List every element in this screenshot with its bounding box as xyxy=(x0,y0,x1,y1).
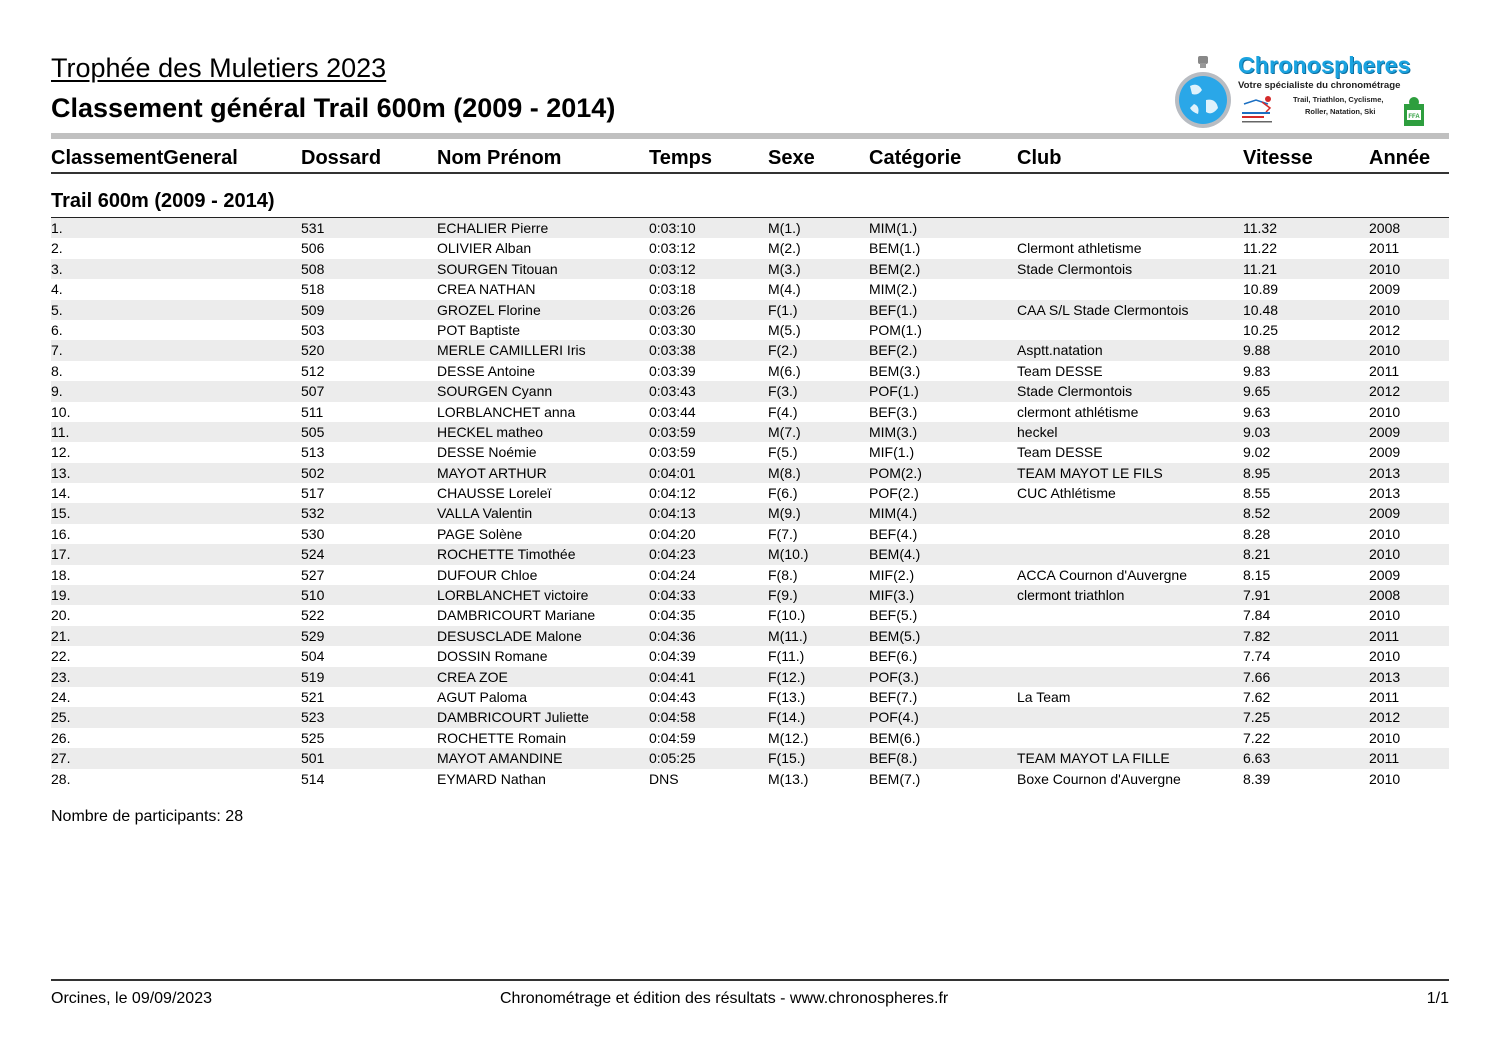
cell-name: PAGE Solène xyxy=(437,525,523,542)
cell-rank: 16. xyxy=(51,525,71,542)
cell-speed: 6.63 xyxy=(1243,750,1271,767)
cell-speed: 9.03 xyxy=(1243,423,1271,440)
cell-bib: 530 xyxy=(301,525,325,542)
cell-category: POF(1.) xyxy=(869,383,919,400)
cell-name: MAYOT AMANDINE xyxy=(437,750,563,767)
cell-category: BEM(7.) xyxy=(869,770,921,787)
cell-time: 0:03:18 xyxy=(649,281,696,298)
cell-year: 2010 xyxy=(1369,403,1401,420)
cell-sex: F(12.) xyxy=(768,668,806,685)
cell-category: MIF(2.) xyxy=(869,566,915,583)
cell-speed: 9.88 xyxy=(1243,342,1271,359)
group-title: Trail 600m (2009 - 2014) xyxy=(51,190,275,212)
cell-bib: 505 xyxy=(301,423,325,440)
cell-club: heckel xyxy=(1017,423,1058,440)
cell-category: MIM(3.) xyxy=(869,423,918,440)
cell-speed: 8.95 xyxy=(1243,464,1271,481)
column-header-rank: ClassementGeneral xyxy=(51,147,238,169)
cell-year: 2011 xyxy=(1369,240,1400,257)
cell-sex: M(6.) xyxy=(768,362,801,379)
cell-category: POF(3.) xyxy=(869,668,919,685)
table-row xyxy=(51,442,1449,462)
cell-category: BEM(1.) xyxy=(869,240,921,257)
cell-rank: 12. xyxy=(51,444,71,461)
cell-sex: F(8.) xyxy=(768,566,798,583)
table-row xyxy=(51,361,1449,381)
cell-rank: 20. xyxy=(51,607,71,624)
cell-name: DESSE Antoine xyxy=(437,362,536,379)
logo-tagline: Votre spécialiste du chronométrage xyxy=(1238,80,1401,91)
table-row xyxy=(51,544,1449,564)
cell-club: clermont athlétisme xyxy=(1017,403,1139,420)
cell-rank: 28. xyxy=(51,770,71,787)
cell-sex: F(9.) xyxy=(768,587,798,604)
logo-sports-line1: Trail, Triathlon, Cyclisme, xyxy=(1293,95,1384,104)
table-row xyxy=(51,565,1449,585)
cell-rank: 6. xyxy=(51,321,63,338)
cell-year: 2010 xyxy=(1369,648,1401,665)
cell-time: 0:03:44 xyxy=(649,403,696,420)
cell-year: 2012 xyxy=(1369,383,1401,400)
cell-sex: F(7.) xyxy=(768,525,798,542)
cell-name: OLIVIER Alban xyxy=(437,240,532,257)
cell-bib: 506 xyxy=(301,240,325,257)
cell-bib: 514 xyxy=(301,770,325,787)
cell-sex: M(8.) xyxy=(768,464,801,481)
logo-brand-text: Chronospheres xyxy=(1238,52,1411,78)
cell-rank: 9. xyxy=(51,383,63,400)
cell-bib: 522 xyxy=(301,607,325,624)
table-row xyxy=(51,605,1449,625)
cell-rank: 3. xyxy=(51,260,63,277)
cell-year: 2010 xyxy=(1369,260,1401,277)
cell-year: 2010 xyxy=(1369,301,1401,318)
column-header-category: Catégorie xyxy=(869,147,962,169)
cell-rank: 1. xyxy=(51,220,63,236)
cell-bib: 508 xyxy=(301,260,325,277)
cell-year: 2009 xyxy=(1369,444,1401,461)
cell-name: CREA ZOE xyxy=(437,668,508,685)
svg-text:FFA: FFA xyxy=(1408,114,1420,120)
cell-time: 0:03:26 xyxy=(649,301,696,318)
cell-sex: M(13.) xyxy=(768,770,809,787)
cell-bib: 513 xyxy=(301,444,325,461)
cell-name: DESSE Noémie xyxy=(437,444,537,461)
cell-sex: M(2.) xyxy=(768,240,801,257)
table-header xyxy=(51,145,1449,174)
cell-time: 0:04:13 xyxy=(649,505,696,522)
cell-category: MIF(1.) xyxy=(869,444,915,461)
cell-bib: 507 xyxy=(301,383,325,400)
cell-bib: 529 xyxy=(301,627,325,644)
cell-name: SOURGEN Titouan xyxy=(437,260,558,277)
cell-rank: 14. xyxy=(51,485,71,502)
table-row xyxy=(51,422,1449,442)
cell-time: 0:03:12 xyxy=(649,260,696,277)
cell-time: 0:04:01 xyxy=(649,464,696,481)
cell-speed: 11.32 xyxy=(1243,220,1277,236)
cell-name: ECHALIER Pierre xyxy=(437,220,549,236)
table-row xyxy=(51,463,1449,483)
cell-year: 2012 xyxy=(1369,321,1401,338)
cell-category: BEM(2.) xyxy=(869,260,921,277)
cell-time: 0:04:23 xyxy=(649,546,696,563)
cell-time: 0:04:12 xyxy=(649,485,696,502)
cell-rank: 15. xyxy=(51,505,71,522)
cell-year: 2011 xyxy=(1369,750,1400,767)
cell-name: LORBLANCHET victoire xyxy=(437,587,589,604)
cell-rank: 7. xyxy=(51,342,63,359)
cell-name: ROCHETTE Timothée xyxy=(437,546,576,563)
cell-bib: 527 xyxy=(301,566,325,583)
table-row xyxy=(51,585,1449,605)
cell-bib: 531 xyxy=(301,220,325,236)
cell-year: 2011 xyxy=(1369,362,1400,379)
cell-name: DAMBRICOURT Juliette xyxy=(437,709,589,726)
table-row xyxy=(51,707,1449,727)
cell-year: 2008 xyxy=(1369,587,1401,604)
cell-category: BEF(6.) xyxy=(869,648,918,665)
cell-club: Boxe Cournon d'Auvergne xyxy=(1017,770,1181,787)
cell-speed: 7.62 xyxy=(1243,688,1271,705)
footer-location-date: Orcines, le 09/09/2023 xyxy=(51,990,212,1007)
cell-category: BEF(2.) xyxy=(869,342,918,359)
page-subtitle: Classement général Trail 600m (2009 - 2014) xyxy=(51,93,616,123)
cell-sex: M(7.) xyxy=(768,423,801,440)
cell-club: ACCA Cournon d'Auvergne xyxy=(1017,566,1187,583)
cell-speed: 11.22 xyxy=(1243,240,1277,257)
page-title: Trophée des Muletiers 2023 xyxy=(51,53,387,83)
cell-year: 2013 xyxy=(1369,668,1401,685)
cell-club: TEAM MAYOT LA FILLE xyxy=(1017,750,1170,767)
column-header-time: Temps xyxy=(649,147,712,169)
table-row xyxy=(51,320,1449,340)
cell-name: CHAUSSE Loreleï xyxy=(437,485,552,502)
cell-speed: 7.82 xyxy=(1243,627,1271,644)
cell-time: 0:04:41 xyxy=(649,668,696,685)
cell-bib: 521 xyxy=(301,688,325,705)
cell-speed: 8.52 xyxy=(1243,505,1271,522)
cell-time: 0:04:58 xyxy=(649,709,696,726)
cell-sex: F(11.) xyxy=(768,648,805,665)
ffa-logo xyxy=(1402,96,1426,128)
logo-sports-line2: Roller, Natation, Ski xyxy=(1305,107,1376,116)
cell-speed: 7.74 xyxy=(1243,648,1271,665)
cell-club: Stade Clermontois xyxy=(1017,383,1133,400)
cell-bib: 509 xyxy=(301,301,325,318)
cell-year: 2011 xyxy=(1369,627,1400,644)
cell-category: MIM(1.) xyxy=(869,220,918,236)
cell-rank: 13. xyxy=(51,464,71,481)
cell-speed: 9.02 xyxy=(1243,444,1271,461)
cell-speed: 9.65 xyxy=(1243,383,1271,400)
table-row xyxy=(51,483,1449,503)
cell-speed: 10.89 xyxy=(1243,281,1279,298)
results-table xyxy=(51,217,1449,789)
cell-name: AGUT Paloma xyxy=(437,688,527,705)
cell-speed: 7.66 xyxy=(1243,668,1271,685)
cell-year: 2010 xyxy=(1369,525,1401,542)
cell-bib: 532 xyxy=(301,505,325,522)
table-row xyxy=(51,626,1449,646)
cell-year: 2009 xyxy=(1369,281,1401,298)
cell-time: 0:04:20 xyxy=(649,525,696,542)
cell-speed: 7.25 xyxy=(1243,709,1271,726)
cell-category: BEM(6.) xyxy=(869,729,921,746)
cell-speed: 8.28 xyxy=(1243,525,1271,542)
cell-bib: 519 xyxy=(301,668,325,685)
cell-bib: 523 xyxy=(301,709,325,726)
table-row xyxy=(51,728,1449,748)
cell-name: EYMARD Nathan xyxy=(437,770,546,787)
cell-category: BEF(4.) xyxy=(869,525,918,542)
column-header-bib: Dossard xyxy=(301,147,382,169)
cell-time: 0:03:39 xyxy=(649,362,696,379)
chronospheres-logo xyxy=(1168,50,1433,132)
cell-time: 0:04:43 xyxy=(649,688,696,705)
table-row xyxy=(51,340,1449,360)
cell-club: La Team xyxy=(1017,688,1071,705)
footer-credit: Chronométrage et édition des résultats - www.chronospheres.fr xyxy=(500,990,949,1007)
cell-name: ROCHETTE Romain xyxy=(437,729,567,746)
cell-speed: 9.63 xyxy=(1243,403,1271,420)
cell-name: CREA NATHAN xyxy=(437,281,536,298)
cell-time: 0:04:24 xyxy=(649,566,696,583)
table-row xyxy=(51,687,1449,707)
cell-year: 2008 xyxy=(1369,220,1401,236)
table-row xyxy=(51,646,1449,666)
cell-sex: F(5.) xyxy=(768,444,798,461)
cell-sex: F(6.) xyxy=(768,485,798,502)
cell-sex: F(3.) xyxy=(768,383,798,400)
column-header-year: Année xyxy=(1369,147,1431,169)
cell-club: clermont triathlon xyxy=(1017,587,1125,604)
cell-category: MIF(3.) xyxy=(869,587,915,604)
table-row xyxy=(51,300,1449,320)
cell-category: BEM(5.) xyxy=(869,627,921,644)
cell-sex: M(11.) xyxy=(768,627,808,644)
cell-bib: 518 xyxy=(301,281,325,298)
cell-club: Asptt.natation xyxy=(1017,342,1103,359)
cell-time: 0:03:10 xyxy=(649,220,696,236)
cell-time: 0:04:59 xyxy=(649,729,696,746)
cell-time: 0:04:39 xyxy=(649,648,696,665)
cell-time: 0:04:35 xyxy=(649,607,696,624)
cell-name: SOURGEN Cyann xyxy=(437,383,553,400)
cell-sex: F(13.) xyxy=(768,688,806,705)
table-row xyxy=(51,238,1449,258)
cell-rank: 21. xyxy=(51,627,71,644)
cell-club: Clermont athletisme xyxy=(1017,240,1142,257)
cell-club: CAA S/L Stade Clermontois xyxy=(1017,301,1189,318)
cell-year: 2009 xyxy=(1369,505,1401,522)
cell-category: POM(2.) xyxy=(869,464,922,481)
cell-category: BEF(7.) xyxy=(869,688,918,705)
cell-rank: 23. xyxy=(51,668,71,685)
cell-rank: 18. xyxy=(51,566,71,583)
cell-sex: M(3.) xyxy=(768,260,801,277)
cell-name: HECKEL matheo xyxy=(437,423,544,440)
cell-rank: 10. xyxy=(51,403,71,420)
cell-bib: 525 xyxy=(301,729,325,746)
cell-speed: 9.83 xyxy=(1243,362,1271,379)
cell-sex: M(5.) xyxy=(768,321,801,338)
cell-rank: 17. xyxy=(51,546,71,563)
cell-speed: 10.25 xyxy=(1243,321,1279,338)
cell-name: POT Baptiste xyxy=(437,321,521,338)
cell-rank: 27. xyxy=(51,750,71,767)
cell-sex: F(4.) xyxy=(768,403,798,420)
cell-bib: 512 xyxy=(301,362,325,379)
cell-rank: 24. xyxy=(51,688,71,705)
cell-club: Team DESSE xyxy=(1017,444,1103,461)
table-row xyxy=(51,402,1449,422)
table-row xyxy=(51,381,1449,401)
cell-year: 2010 xyxy=(1369,770,1401,787)
cell-category: BEF(3.) xyxy=(869,403,918,420)
column-header-club: Club xyxy=(1017,147,1062,169)
cell-time: 0:03:30 xyxy=(649,321,696,338)
cell-sex: F(2.) xyxy=(768,342,798,359)
cell-rank: 8. xyxy=(51,362,63,379)
cell-speed: 8.55 xyxy=(1243,485,1271,502)
header-divider xyxy=(51,133,1449,139)
cell-year: 2010 xyxy=(1369,546,1401,563)
table-row xyxy=(51,279,1449,299)
cell-time: 0:03:38 xyxy=(649,342,696,359)
cell-year: 2010 xyxy=(1369,342,1401,359)
cell-year: 2013 xyxy=(1369,485,1401,502)
cell-speed: 11.21 xyxy=(1243,260,1277,277)
cell-bib: 520 xyxy=(301,342,325,359)
cell-sex: F(1.) xyxy=(768,301,798,318)
table-row xyxy=(51,524,1449,544)
cell-speed: 7.22 xyxy=(1243,729,1271,746)
cell-name: DESUSCLADE Malone xyxy=(437,627,582,644)
cell-sex: M(4.) xyxy=(768,281,801,298)
triathlon-federation-logo xyxy=(1238,94,1278,126)
cell-bib: 510 xyxy=(301,587,325,604)
cell-rank: 19. xyxy=(51,587,71,604)
footer-page-number: 1/1 xyxy=(1426,990,1449,1007)
cell-name: LORBLANCHET anna xyxy=(437,403,576,420)
table-row xyxy=(51,218,1449,238)
cell-speed: 8.39 xyxy=(1243,770,1271,787)
cell-category: BEF(5.) xyxy=(869,607,918,624)
cell-name: DOSSIN Romane xyxy=(437,648,548,665)
cell-sex: F(15.) xyxy=(768,750,806,767)
cell-name: MERLE CAMILLERI Iris xyxy=(437,342,586,359)
cell-club: TEAM MAYOT LE FILS xyxy=(1017,464,1163,481)
cell-category: BEF(1.) xyxy=(869,301,918,318)
column-header-name: Nom Prénom xyxy=(437,147,562,169)
cell-rank: 5. xyxy=(51,301,63,318)
table-row xyxy=(51,748,1449,768)
cell-time: 0:04:36 xyxy=(649,627,696,644)
cell-speed: 10.48 xyxy=(1243,301,1279,318)
cell-category: POF(4.) xyxy=(869,709,919,726)
cell-club: CUC Athlétisme xyxy=(1017,485,1116,502)
cell-name: VALLA Valentin xyxy=(437,505,533,522)
cell-bib: 502 xyxy=(301,464,325,481)
cell-club: Stade Clermontois xyxy=(1017,260,1133,277)
cell-name: DAMBRICOURT Mariane xyxy=(437,607,596,624)
cell-rank: 2. xyxy=(51,240,63,257)
cell-year: 2009 xyxy=(1369,566,1401,583)
cell-time: 0:03:12 xyxy=(649,240,696,257)
cell-speed: 7.84 xyxy=(1243,607,1271,624)
cell-rank: 26. xyxy=(51,729,71,746)
table-row xyxy=(51,259,1449,279)
cell-sex: M(12.) xyxy=(768,729,809,746)
cell-name: DUFOUR Chloe xyxy=(437,566,538,583)
cell-time: 0:03:59 xyxy=(649,423,696,440)
cell-year: 2011 xyxy=(1369,688,1400,705)
cell-speed: 8.21 xyxy=(1243,546,1271,563)
cell-sex: M(1.) xyxy=(768,220,801,236)
cell-bib: 503 xyxy=(301,321,325,338)
cell-year: 2009 xyxy=(1369,423,1401,440)
footer-divider xyxy=(51,979,1449,981)
cell-speed: 8.15 xyxy=(1243,566,1271,583)
cell-category: MIM(2.) xyxy=(869,281,918,298)
table-row xyxy=(51,769,1449,789)
cell-rank: 22. xyxy=(51,648,71,665)
table-row xyxy=(51,503,1449,523)
table-row xyxy=(51,667,1449,687)
stopwatch-globe-icon xyxy=(1172,56,1234,128)
cell-year: 2013 xyxy=(1369,464,1401,481)
cell-name: MAYOT ARTHUR xyxy=(437,464,547,481)
cell-rank: 25. xyxy=(51,709,71,726)
cell-year: 2012 xyxy=(1369,709,1401,726)
cell-sex: M(9.) xyxy=(768,505,801,522)
participant-count: Nombre de participants: 28 xyxy=(51,808,244,825)
cell-name: GROZEL Florine xyxy=(437,301,541,318)
cell-category: MIM(4.) xyxy=(869,505,918,522)
cell-sex: F(14.) xyxy=(768,709,806,726)
column-header-sex: Sexe xyxy=(768,147,815,169)
cell-speed: 7.91 xyxy=(1243,587,1271,604)
cell-bib: 517 xyxy=(301,485,325,502)
column-header-speed: Vitesse xyxy=(1243,147,1313,169)
cell-category: BEM(3.) xyxy=(869,362,921,379)
cell-year: 2010 xyxy=(1369,607,1401,624)
cell-time: 0:05:25 xyxy=(649,750,696,767)
cell-category: BEF(8.) xyxy=(869,750,918,767)
cell-bib: 511 xyxy=(301,403,324,420)
cell-time: 0:04:33 xyxy=(649,587,696,604)
cell-bib: 504 xyxy=(301,648,325,665)
cell-bib: 524 xyxy=(301,546,325,563)
cell-category: POM(1.) xyxy=(869,321,922,338)
cell-sex: M(10.) xyxy=(768,546,809,563)
cell-bib: 501 xyxy=(301,750,325,767)
cell-sex: F(10.) xyxy=(768,607,806,624)
cell-club: Team DESSE xyxy=(1017,362,1103,379)
cell-time: DNS xyxy=(649,770,679,787)
cell-time: 0:03:59 xyxy=(649,444,696,461)
cell-category: POF(2.) xyxy=(869,485,919,502)
cell-rank: 11. xyxy=(51,423,70,440)
cell-rank: 4. xyxy=(51,281,63,298)
cell-year: 2010 xyxy=(1369,729,1401,746)
cell-category: BEM(4.) xyxy=(869,546,921,563)
cell-time: 0:03:43 xyxy=(649,383,696,400)
